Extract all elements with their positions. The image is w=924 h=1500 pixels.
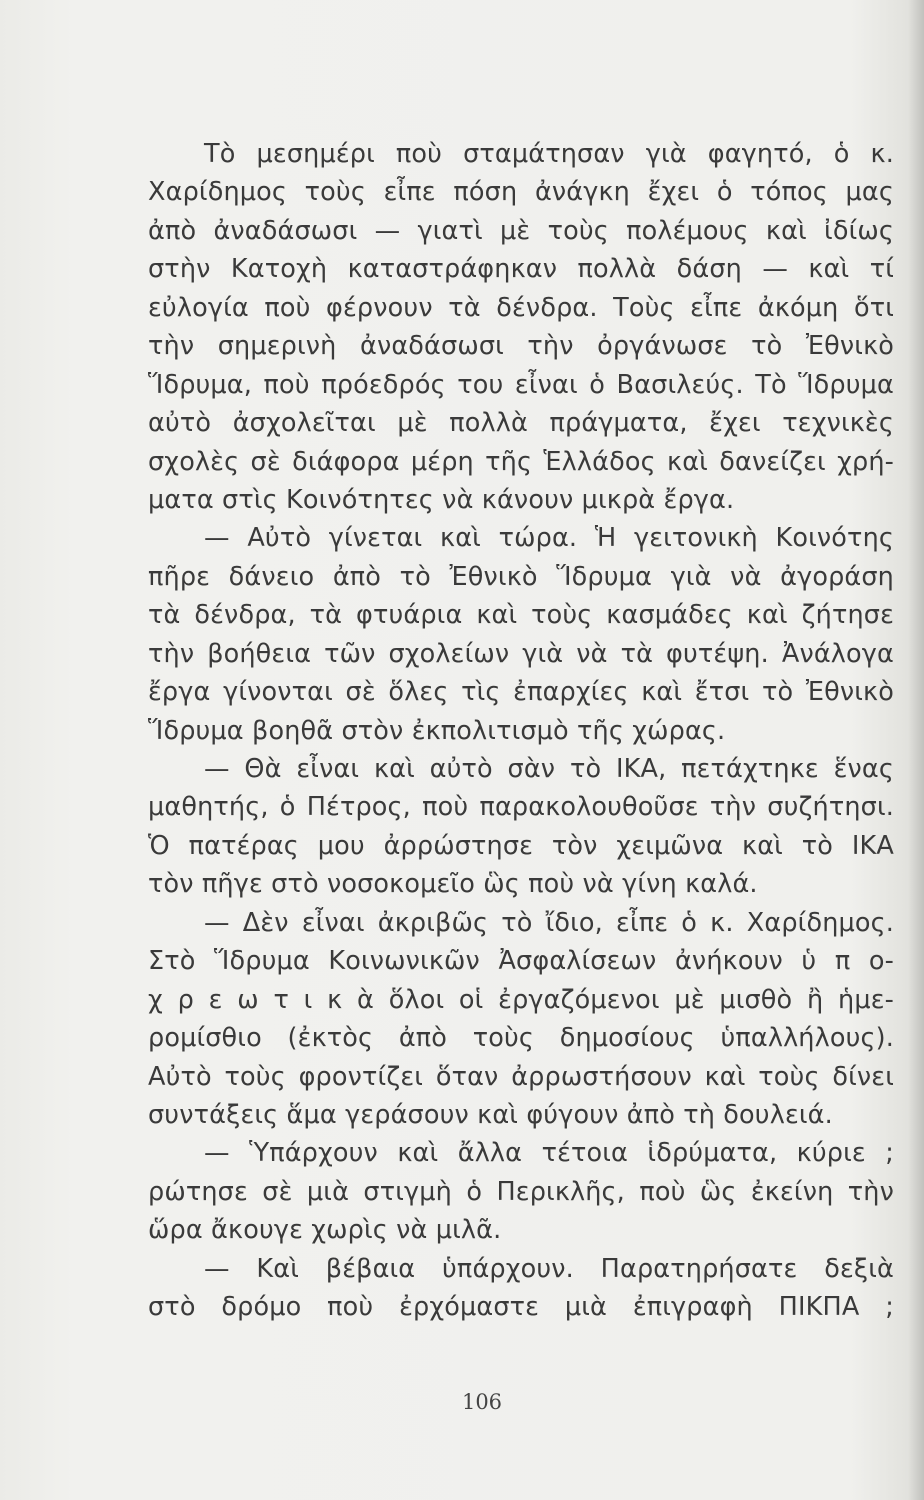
page-edge-shadow xyxy=(908,0,924,1500)
text-line: ὥρα ἄκουγε χωρὶς νὰ μιλᾶ. xyxy=(148,1215,502,1246)
text-line: συντάξεις ἅμα γεράσουν καὶ φύγουν ἀπὸ τὴ δουλειά. xyxy=(148,1099,833,1130)
text-line: τὴν βοήθεια τῶν σχολείων γιὰ νὰ τὰ φυτέψη. Ἀνάλογα xyxy=(148,638,894,669)
text-line: εὐλογία ποὺ φέρνουν τὰ δένδρα. Τοὺς εἶπε ἀκόμη ὅτι xyxy=(148,292,894,323)
text-line: σχολὲς σὲ διάφορα μέρη τῆς Ἑλλάδος καὶ δανείζει χρή- xyxy=(148,446,894,477)
page-number: 106 xyxy=(461,1390,503,1414)
text-line: ἔργα γίνονται σὲ ὅλες τὶς ἐπαρχίες καὶ ἔτσι τὸ Ἐθνικὸ xyxy=(148,677,894,708)
text-line: στὴν Κατοχὴ καταστράφηκαν πολλὰ δάση — καὶ τί xyxy=(148,254,894,285)
text-line: Στὸ Ἵδρυμα Κοινωνικῶν Ἀσφαλίσεων ἀνήκουν ὑ π ο- xyxy=(148,946,894,977)
text-line: ρομίσθιο (ἐκτὸς ἀπὸ τοὺς δημοσίους ὑπαλλήλους). xyxy=(148,1023,894,1054)
text-line: — Ὑπάρχουν καὶ ἄλλα τέτοια ἱδρύματα, κύριε ; xyxy=(204,1138,894,1169)
text-line: τὰ δένδρα, τὰ φτυάρια καὶ τοὺς κασμάδες καὶ ζήτησε xyxy=(148,600,894,631)
text-line: Αὐτὸ τοὺς φροντίζει ὅταν ἀρρωστήσουν καὶ τοὺς δίνει xyxy=(148,1061,894,1092)
text-line: μαθητής, ὁ Πέτρος, ποὺ παρακολουθοῦσε τὴν συζήτησι. xyxy=(148,792,894,823)
text-line: — Αὐτὸ γίνεται καὶ τώρα. Ἡ γειτονικὴ Κοινότης xyxy=(204,523,894,554)
text-line: αὐτὸ ἀσχολεῖται μὲ πολλὰ πράγματα, ἔχει τεχνικὲς xyxy=(148,408,894,439)
text-line: Ἵδρυμα βοηθᾶ στὸν ἐκπολιτισμὸ τῆς χώρας. xyxy=(148,715,726,746)
text-line: Ὁ πατέρας μου ἀρρώστησε τὸν χειμῶνα καὶ τὸ ΙΚΑ xyxy=(148,830,894,861)
text-line: ρώτησε σὲ μιὰ στιγμὴ ὁ Περικλῆς, ποὺ ὣς ἐκείνη τὴν xyxy=(148,1176,894,1207)
text-line: Ἵδρυμα, ποὺ πρόεδρός του εἶναι ὁ Βασιλεύς. Τὸ Ἵδρυμα xyxy=(148,369,894,400)
body-text xyxy=(148,135,894,1327)
text-line: ματα στὶς Κοινότητες νὰ κάνουν μικρὰ ἔργα. xyxy=(148,484,735,515)
text-line: τὴν σημερινὴ ἀναδάσωσι τὴν ὀργάνωσε τὸ Ἐθνικὸ xyxy=(148,331,894,362)
text-line: στὸ δρόμο ποὺ ἐρχόμαστε μιὰ ἐπιγραφὴ ΠΙΚΠΑ ; xyxy=(148,1292,894,1323)
text-line: — Δὲν εἶναι ἀκριβῶς τὸ ἴδιο, εἶπε ὁ κ. Χαρίδημος. xyxy=(204,907,894,938)
text-line: Χαρίδημος τοὺς εἶπε πόση ἀνάγκη ἔχει ὁ τόπος μας xyxy=(148,177,894,208)
text-line: Τὸ μεσημέρι ποὺ σταμάτησαν γιὰ φαγητό, ὁ κ. xyxy=(204,139,894,169)
text-line: — Θὰ εἶναι καὶ αὐτὸ σὰν τὸ ΙΚΑ, πετάχτηκε ἕνας xyxy=(204,754,894,784)
text-line: τὸν πῆγε στὸ νοσοκομεῖο ὣς ποὺ νὰ γίνη καλά. xyxy=(148,869,758,900)
text-line: ἀπὸ ἀναδάσωσι — γιατὶ μὲ τοὺς πολέμους καὶ ἰδίως xyxy=(148,215,894,246)
text-line: — Καὶ βέβαια ὑπάρχουν. Παρατηρήσατε δεξιὰ xyxy=(204,1253,894,1284)
text-line: πῆρε δάνειο ἀπὸ τὸ Ἐθνικὸ Ἵδρυμα γιὰ νὰ ἀγοράση xyxy=(148,561,894,592)
text-line: χ ρ ε ω τ ι κ ὰ ὅλοι οἱ ἐργαζόμενοι μὲ μισθὸ ἢ ἡμε- xyxy=(148,984,894,1015)
